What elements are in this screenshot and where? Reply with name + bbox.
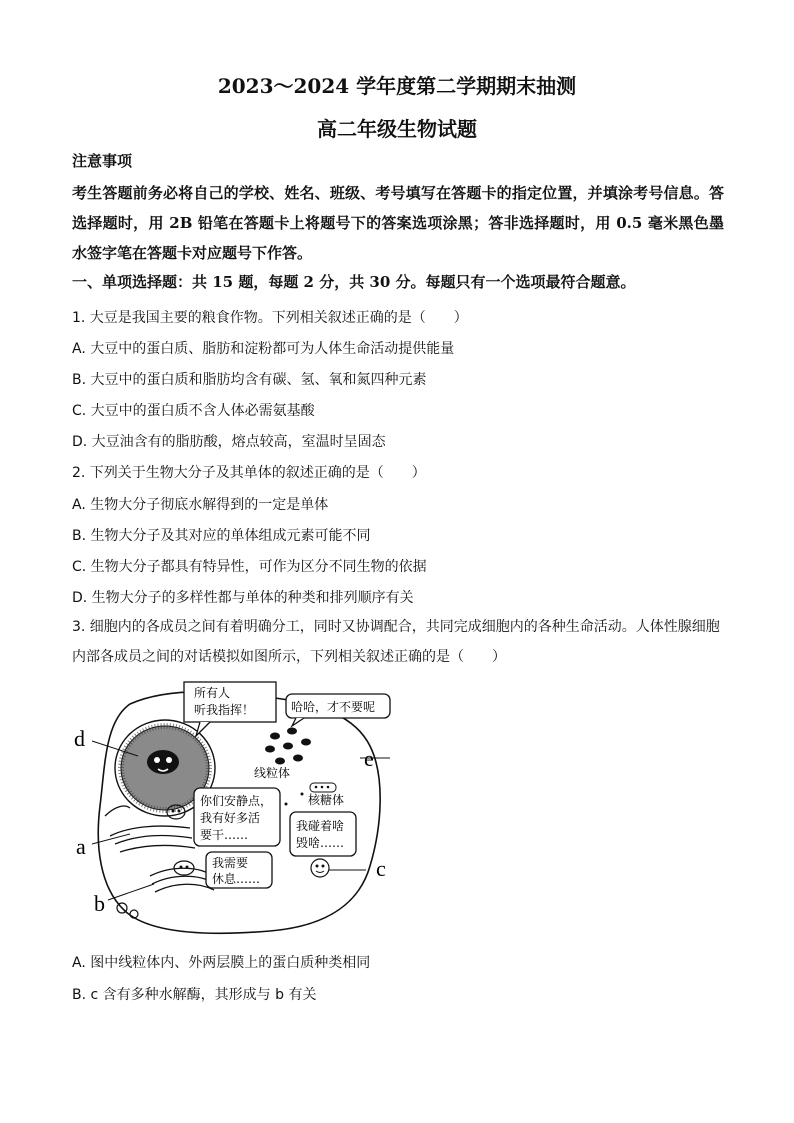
speech-bubble-nucleus [184, 682, 276, 736]
q1-option-c: C. 大豆中的蛋白质不含人体必需氨基酸 [72, 403, 315, 419]
q2-stem: 2. 下列关于生物大分子及其单体的叙述正确的是（ ） [72, 465, 426, 481]
svg-text:你们安静点，: 你们安静点， [200, 794, 273, 808]
speech-bubble-lysosome [290, 812, 356, 856]
q1-option-d: D. 大豆油含有的脂肪酸，熔点较高，室温时呈固态 [72, 434, 386, 450]
mitochondria-group [265, 728, 311, 765]
q3-option-b: B. c 含有多种水解酶，其形成与 b 有关 [72, 987, 317, 1003]
lysosome-face [311, 859, 329, 877]
mitochondria-label: 线粒体 [254, 766, 291, 780]
ribosome-label: 核糖体 [308, 793, 345, 807]
q1-option-a: A. 大豆中的蛋白质、脂肪和淀粉都可为人体生命活动提供能量 [72, 341, 455, 357]
cell-diagram [70, 676, 410, 938]
svg-text:听我指挥！: 听我指挥！ [194, 703, 255, 717]
q1-option-b: B. 大豆中的蛋白质和脂肪均含有碳、氢、氧和氮四种元素 [72, 372, 427, 388]
exam-subtitle: 高二年级生物试题 [317, 117, 477, 141]
svg-text:要干……: 要干…… [200, 828, 249, 842]
q1-stem: 1. 大豆是我国主要的粮食作物。下列相关叙述正确的是（ ） [72, 310, 468, 326]
svg-text:我碰着啥: 我碰着啥 [296, 819, 345, 833]
label-c: c [376, 856, 386, 881]
label-a: a [76, 834, 86, 859]
notice-text: 考生答题前务必将自己的学校、姓名、班级、考号填写在答题卡的指定位置，并填涂考号信息。答选择题时，用 2B 铅笔在答题卡上将题号下的答案选项涂黑；答非选择题时，用 0.5 毫米黑色墨水签字笔在答题卡对应题号下作答。 [72, 184, 724, 262]
svg-text:我需要: 我需要 [212, 856, 249, 870]
svg-text:毁啥……: 毁啥…… [296, 836, 345, 850]
svg-text:哈哈，才不要呢: 哈哈，才不要呢 [291, 700, 376, 714]
label-e: e [364, 746, 374, 771]
notice-heading: 注意事项 [72, 152, 133, 170]
q2-option-d: D. 生物大分子的多样性都与单体的种类和排列顺序有关 [72, 590, 414, 606]
q3-option-a: A. 图中线粒体内、外两层膜上的蛋白质种类相同 [72, 955, 371, 971]
svg-text:我有好多活: 我有好多活 [200, 811, 261, 825]
speech-bubble-mitochondria [286, 694, 390, 726]
speech-bubble-er [194, 788, 280, 846]
exam-title: 2023～2024 学年度第二学期期末抽测 [217, 74, 577, 98]
q3-stem: 3. 细胞内的各成员之间有着明确分工，同时又协调配合，共同完成细胞内的各种生命活动。人体性腺细胞内部各成员之间的对话模拟如图所示，下列相关叙述正确的是（ ） [72, 619, 720, 665]
endoplasmic-reticulum [110, 826, 190, 836]
q2-option-a: A. 生物大分子彻底水解得到的一定是单体 [72, 497, 329, 513]
speech-bubble-golgi [206, 852, 272, 888]
svg-text:休息……: 休息…… [212, 872, 261, 886]
q2-option-b: B. 生物大分子及其对应的单体组成元素可能不同 [72, 528, 371, 544]
section-heading: 一、单项选择题：共 15 题，每题 2 分，共 30 分。每题只有一个选项最符合题意。 [72, 273, 636, 291]
svg-text:所有人: 所有人 [194, 686, 231, 700]
label-b: b [94, 891, 105, 916]
label-d: d [74, 726, 85, 751]
q2-option-c: C. 生物大分子都具有特异性，可作为区分不同生物的依据 [72, 559, 427, 575]
